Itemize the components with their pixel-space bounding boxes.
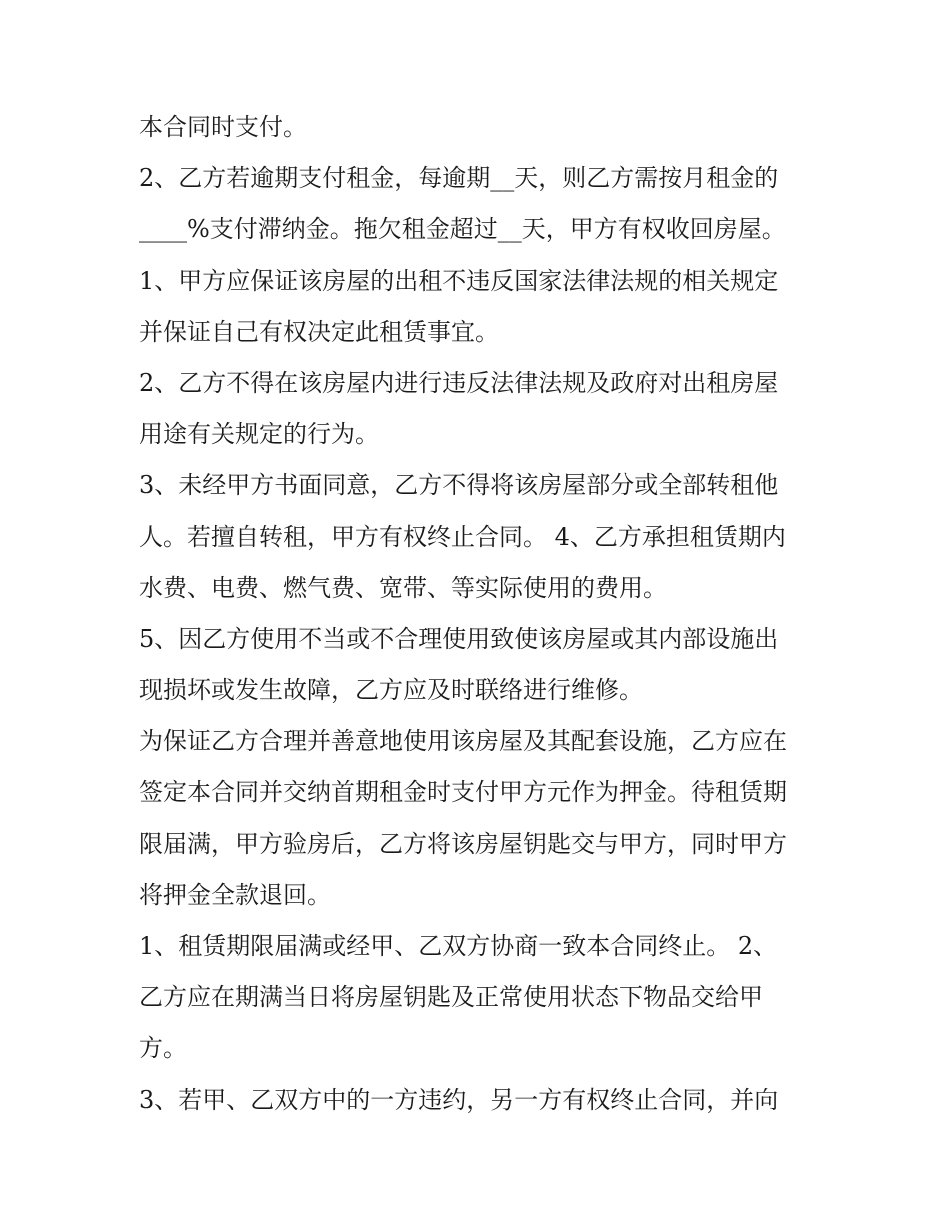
- text-line: 人。若擅自转租，甲方有权终止合同。 4、乙方承担租赁期内: [139, 522, 786, 551]
- text-line: 3、若甲、乙双方中的一方违约，另一方有权终止合同，并向: [139, 1085, 779, 1114]
- text-line: 1、租赁期限届满或经甲、乙双方协商一致本合同终止。 2、: [139, 932, 778, 960]
- text-line: 用途有关规定的行为。: [139, 420, 379, 449]
- text-line: 限届满，甲方验房后，乙方将该房屋钥匙交与甲方，同时甲方: [139, 829, 787, 858]
- text-line: 现损坏或发生故障，乙方应及时联络进行维修。: [139, 676, 643, 705]
- text-line: 水费、电费、燃气费、宽带、等实际使用的费用。: [139, 573, 667, 602]
- document-body: [139, 102, 829, 1126]
- text-line: 5、因乙方使用不当或不合理使用致使该房屋或其内部设施出: [139, 624, 779, 653]
- text-line: 为保证乙方合理并善意地使用该房屋及其配套设施，乙方应在: [139, 727, 787, 756]
- text-line: 3、未经甲方书面同意，乙方不得将该房屋部分或全部转租他: [139, 471, 779, 500]
- text-line: 将押金全款退回。: [139, 880, 331, 909]
- text-line: 并保证自己有权决定此租赁事宜。: [139, 317, 499, 346]
- text-line: 方。: [139, 1034, 187, 1063]
- text-line: 2、乙方若逾期支付租金，每逾期__天，则乙方需按月租金的: [139, 164, 779, 193]
- text-line: 本合同时支付。: [139, 113, 307, 141]
- text-line: 2、乙方不得在该房屋内进行违反法律法规及政府对出租房屋: [139, 368, 779, 397]
- text-line: 乙方应在期满当日将房屋钥匙及正常使用状态下物品交给甲: [139, 983, 763, 1012]
- text-line: 1、甲方应保证该房屋的出租不违反国家法律法规的相关规定: [139, 266, 779, 295]
- text-line: ____%支付滞纳金。拖欠租金超过__天，甲方有权收回房屋。: [139, 215, 786, 244]
- text-line: 签定本合同并交纳首期租金时支付甲方元作为押金。待租赁期: [139, 778, 787, 807]
